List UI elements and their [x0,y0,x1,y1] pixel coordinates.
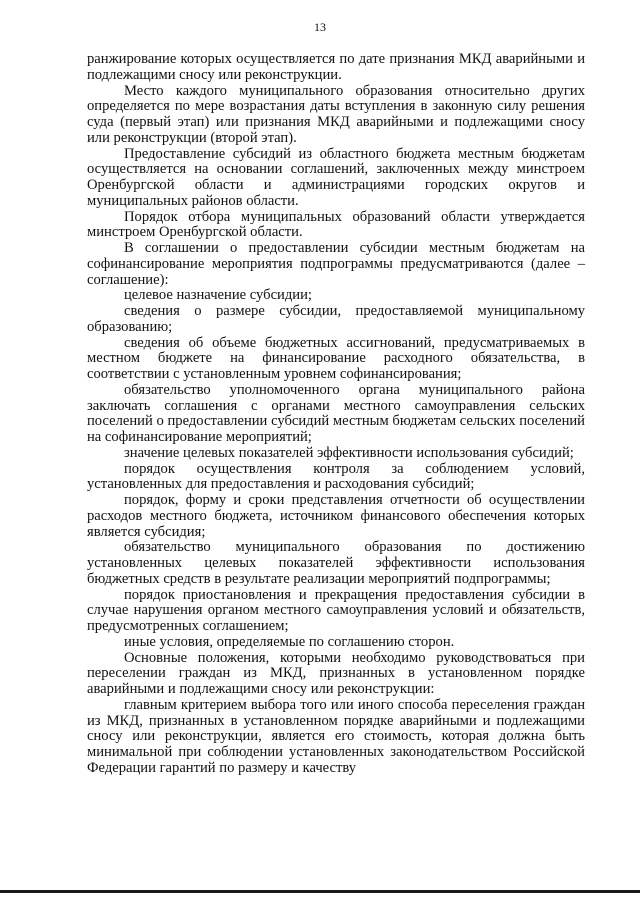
list-item: значение целевых показателей эффективности использования субсидий; [124,444,574,461]
list-item: целевое назначение субсидии; [124,287,312,304]
page-bottom-edge [0,890,640,893]
paragraph: Основные положения, которыми необходимо руководствоваться при переселении граждан из МКД, признанных в установленном порядке аварийными и подлежащими сносу или реконструкции: [87,649,585,697]
paragraph: Предоставление субсидий из областного бюджета местным бюджетам осуществляется на основании соглашений, заключенных между минстроем Оренбургской области и администрациями городских округов и муниципальных районов области. [87,145,585,209]
list-item: порядок осуществления контроля за соблюдением условий, установленных для предоставления и расходования субсидий; [87,460,585,493]
paragraph: Порядок отбора муниципальных образований области утверждается минстроем Оренбургской области. [87,208,585,241]
document-body [87,52,585,777]
list-item: сведения о размере субсидии, предоставляемой муниципальному образованию; [87,303,585,335]
list-item: порядок приостановления и прекращения предоставления субсидии в случае нарушения органом местного самоуправления условий и обязательств, предусмотренных соглашением; [87,586,585,634]
list-item: порядок, форму и сроки представления отчетности об осуществлении расходов местного бюджета, источником финансового обеспечения которых является субсидия; [87,492,585,540]
paragraph: главным критерием выбора того или иного способа переселения граждан из МКД, признанных в установленном порядке аварийными и подлежащими сносу или реконструкции, является его стоимость, которая должна быть минимальной при соблюдении установленных законодательством Российской Федерации гарантий по размеру и качеству [87,696,585,776]
list-item: иные условия, определяемые по соглашению сторон. [124,633,455,650]
list-item: обязательство уполномоченного органа муниципального района заключать соглашения с органами местного самоуправления сельских поселений о предоставлении субсидий местным бюджетам сельских поселений на софинансирование мероприятий; [87,381,585,445]
paragraph: В соглашении о предоставлении субсидии местным бюджетам на софинансирование мероприятия подпрограммы предусматриваются (далее – соглашение): [87,240,585,288]
paragraph-continuation: ранжирование которых осуществляется по дате признания МКД аварийными и подлежащими сносу или реконструкции. [87,51,585,83]
paragraph: Место каждого муниципального образования относительно других определяется по мере возрастания даты вступления в законную силу решения суда (первый этап) или признания МКД аварийными и подлежащими сносу или реконструкции (второй этап). [87,82,585,146]
list-item: обязательство муниципального образования по достижению установленных целевых показателей эффективности использования бюджетных средств в результате реализации мероприятий подпрограммы; [87,539,585,587]
list-item: сведения об объеме бюджетных ассигнований, предусматриваемых в местном бюджете на финансирование расходного обязательства, в соответствии с установленным уровнем софинансирования; [87,334,585,382]
page-number: 13 [314,20,326,34]
